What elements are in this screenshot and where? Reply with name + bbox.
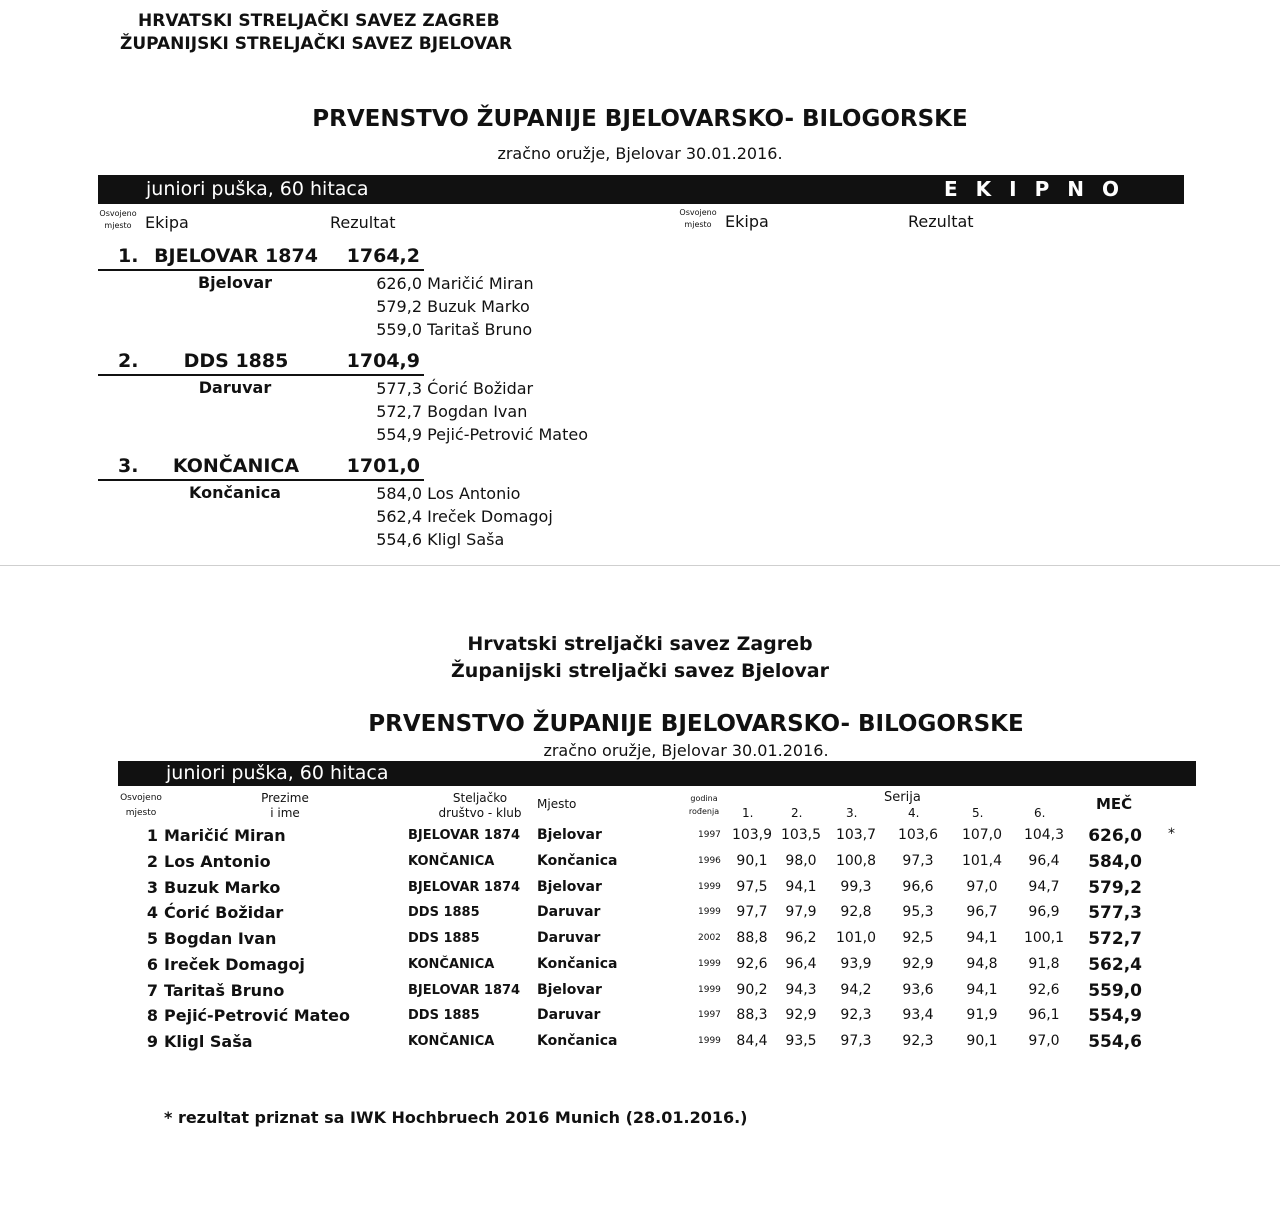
team-place: 2. bbox=[118, 350, 139, 372]
row-city: Bjelovar bbox=[537, 879, 602, 895]
row-city: Bjelovar bbox=[537, 982, 602, 998]
row-series-value: 94,1 bbox=[966, 930, 998, 946]
row-city: Bjelovar bbox=[537, 827, 602, 843]
hd-year-bottom: rođenja bbox=[688, 807, 720, 816]
row-mec: 554,6 bbox=[1088, 1032, 1142, 1052]
row-year: 1999 bbox=[698, 959, 721, 969]
team-section-bar-right-label: EKIPNO bbox=[944, 177, 1137, 201]
row-series-value: 88,3 bbox=[736, 1007, 768, 1023]
hd-series-col: 4. bbox=[908, 806, 920, 820]
member-name: Ireček Domagoj bbox=[427, 507, 553, 526]
row-series-value: 96,9 bbox=[1028, 904, 1060, 920]
hd-club bbox=[425, 791, 535, 821]
row-mec: 572,7 bbox=[1088, 929, 1142, 949]
hd-club-top: Steljačko bbox=[452, 791, 508, 805]
row-club: DDS 1885 bbox=[408, 931, 480, 946]
hd-place-bottom: mjesto bbox=[125, 808, 157, 818]
member-name: Kligl Saša bbox=[427, 530, 505, 549]
row-city: Končanica bbox=[537, 956, 618, 972]
row-year: 1999 bbox=[698, 907, 721, 917]
table-row bbox=[0, 903, 1280, 927]
individual-section-bar-label: juniori puška, 60 hitaca bbox=[166, 762, 389, 784]
row-series-value: 93,6 bbox=[902, 982, 934, 998]
team-member bbox=[330, 425, 588, 444]
team-place: 3. bbox=[118, 455, 139, 477]
row-mec: 559,0 bbox=[1088, 981, 1142, 1001]
table-row bbox=[0, 1006, 1280, 1030]
org-line-1: HRVATSKI STRELJAČKI SAVEZ ZAGREB bbox=[138, 11, 500, 31]
individual-subtitle: zračno oružje, Bjelovar 30.01.2016. bbox=[543, 741, 829, 760]
row-series-value: 92,6 bbox=[1028, 982, 1060, 998]
row-series-value: 100,1 bbox=[1023, 930, 1065, 946]
row-series-value: 96,1 bbox=[1028, 1007, 1060, 1023]
org-line-2: ŽUPANIJSKI STRELJAČKI SAVEZ BJELOVAR bbox=[120, 34, 513, 54]
row-series-value: 92,9 bbox=[785, 1007, 817, 1023]
row-place: 4 bbox=[146, 903, 158, 922]
row-star: * bbox=[1168, 826, 1175, 842]
team-name: BJELOVAR 1874 bbox=[154, 245, 318, 267]
col-place-header-bottom: mjesto bbox=[104, 221, 132, 230]
row-place: 2 bbox=[146, 852, 158, 871]
row-series-value: 96,2 bbox=[785, 930, 817, 946]
row-place: 5 bbox=[146, 929, 158, 948]
row-year: 1997 bbox=[698, 830, 721, 840]
row-mec: 626,0 bbox=[1088, 826, 1142, 846]
member-name: Buzuk Marko bbox=[427, 297, 530, 316]
row-series-value: 92,3 bbox=[840, 1007, 872, 1023]
row-club: KONČANICA bbox=[408, 957, 495, 972]
row-club: KONČANICA bbox=[408, 854, 495, 869]
hd-year-top: godina bbox=[690, 794, 718, 803]
individual-org-line-2: Županijski streljački savez Bjelovar bbox=[451, 660, 829, 682]
row-series-value: 92,3 bbox=[902, 1033, 934, 1049]
hd-name-top: Prezime bbox=[261, 791, 309, 805]
table-row bbox=[0, 981, 1280, 1005]
team-member bbox=[330, 484, 520, 503]
team-place: 1. bbox=[118, 245, 139, 267]
individual-section-bar bbox=[118, 761, 1196, 786]
row-year: 2002 bbox=[698, 933, 721, 943]
team-member bbox=[330, 402, 527, 421]
row-name: Pejić-Petrović Mateo bbox=[164, 1006, 350, 1025]
row-series-value: 101,0 bbox=[835, 930, 877, 946]
row-series-value: 84,4 bbox=[736, 1033, 768, 1049]
row-name: Taritaš Bruno bbox=[164, 981, 285, 1000]
team-member bbox=[330, 274, 534, 293]
page-divider bbox=[0, 565, 1280, 566]
row-year: 1997 bbox=[698, 1010, 721, 1020]
member-name: Maričić Miran bbox=[427, 274, 534, 293]
member-name: Los Antonio bbox=[427, 484, 521, 503]
row-series-value: 92,8 bbox=[840, 904, 872, 920]
col-result-header: Rezultat bbox=[330, 213, 396, 232]
team-member bbox=[330, 379, 533, 398]
row-series-value: 97,9 bbox=[785, 904, 817, 920]
row-series-value: 97,5 bbox=[736, 879, 768, 895]
member-score: 584,0 bbox=[376, 484, 422, 503]
row-place: 1 bbox=[146, 826, 158, 845]
member-name: Bogdan Ivan bbox=[427, 402, 528, 421]
row-series-value: 98,0 bbox=[785, 853, 817, 869]
col-result-header-right: Rezultat bbox=[908, 212, 974, 231]
member-score: 626,0 bbox=[376, 274, 422, 293]
row-series-value: 104,3 bbox=[1023, 827, 1065, 843]
hd-place bbox=[116, 791, 166, 821]
row-club: KONČANICA bbox=[408, 1034, 495, 1049]
row-city: Daruvar bbox=[537, 904, 601, 920]
row-series-value: 92,5 bbox=[902, 930, 934, 946]
row-series-value: 92,9 bbox=[902, 956, 934, 972]
row-series-value: 100,8 bbox=[835, 853, 877, 869]
row-series-value: 92,6 bbox=[736, 956, 768, 972]
row-mec: 562,4 bbox=[1088, 955, 1142, 975]
team-member bbox=[330, 320, 532, 339]
team-city: Bjelovar bbox=[197, 273, 273, 292]
hd-place-top: Osvojeno bbox=[120, 793, 162, 803]
table-row bbox=[0, 878, 1280, 902]
page-title: PRVENSTVO ŽUPANIJE BJELOVARSKO- BILOGORSKE bbox=[312, 106, 968, 132]
row-series-value: 96,4 bbox=[785, 956, 817, 972]
col-place-header-right bbox=[676, 207, 720, 231]
hd-club-bottom: društvo - klub bbox=[438, 806, 522, 820]
team-row bbox=[98, 245, 424, 271]
col-team-header: Ekipa bbox=[145, 213, 189, 232]
table-row bbox=[0, 955, 1280, 979]
col-place-header-top: Osvojeno bbox=[99, 209, 137, 218]
page-subtitle: zračno oružje, Bjelovar 30.01.2016. bbox=[497, 144, 783, 163]
hd-series-col: 6. bbox=[1034, 806, 1046, 820]
row-city: Končanica bbox=[537, 853, 618, 869]
individual-title: PRVENSTVO ŽUPANIJE BJELOVARSKO- BILOGORSKE bbox=[368, 711, 1024, 737]
col-team-header-right: Ekipa bbox=[725, 212, 769, 231]
row-series-value: 103,6 bbox=[897, 827, 939, 843]
hd-series-col: 1. bbox=[742, 806, 754, 820]
row-series-value: 103,5 bbox=[780, 827, 822, 843]
row-name: Los Antonio bbox=[164, 852, 271, 871]
row-series-value: 107,0 bbox=[961, 827, 1003, 843]
row-series-value: 94,8 bbox=[966, 956, 998, 972]
team-member bbox=[330, 297, 530, 316]
row-series-value: 103,7 bbox=[835, 827, 877, 843]
row-name: Ireček Domagoj bbox=[164, 955, 305, 974]
member-score: 579,2 bbox=[376, 297, 422, 316]
team-name: KONČANICA bbox=[172, 455, 300, 477]
row-club: BJELOVAR 1874 bbox=[408, 880, 521, 895]
member-score: 577,3 bbox=[376, 379, 422, 398]
row-series-value: 94,3 bbox=[785, 982, 817, 998]
row-club: DDS 1885 bbox=[408, 905, 480, 920]
row-mec: 584,0 bbox=[1088, 852, 1142, 872]
col-place-header-right-top: Osvojeno bbox=[679, 208, 717, 217]
row-series-value: 103,9 bbox=[731, 827, 773, 843]
hd-mec: MEČ bbox=[1096, 795, 1133, 813]
row-city: Končanica bbox=[537, 1033, 618, 1049]
col-place-header-right-bottom: mjesto bbox=[684, 220, 712, 229]
hd-series-col: 2. bbox=[791, 806, 803, 820]
row-year: 1996 bbox=[698, 856, 721, 866]
row-series-value: 93,5 bbox=[785, 1033, 817, 1049]
member-score: 572,7 bbox=[376, 402, 422, 421]
row-mec: 579,2 bbox=[1088, 878, 1142, 898]
row-year: 1999 bbox=[698, 882, 721, 892]
row-city: Daruvar bbox=[537, 1007, 601, 1023]
member-score: 554,9 bbox=[376, 425, 422, 444]
hd-year bbox=[684, 792, 724, 818]
team-city: Daruvar bbox=[198, 378, 272, 397]
row-series-value: 96,6 bbox=[902, 879, 934, 895]
row-series-value: 93,9 bbox=[840, 956, 872, 972]
row-series-value: 91,8 bbox=[1028, 956, 1060, 972]
row-club: BJELOVAR 1874 bbox=[408, 983, 521, 998]
row-name: Maričić Miran bbox=[164, 826, 286, 845]
row-series-value: 90,2 bbox=[736, 982, 768, 998]
row-series-value: 97,3 bbox=[902, 853, 934, 869]
row-place: 9 bbox=[146, 1032, 158, 1051]
row-series-value: 94,2 bbox=[840, 982, 872, 998]
table-row bbox=[0, 852, 1280, 876]
team-row bbox=[98, 350, 424, 376]
team-score: 1701,0 bbox=[346, 455, 420, 477]
row-series-value: 97,7 bbox=[736, 904, 768, 920]
row-series-value: 97,3 bbox=[840, 1033, 872, 1049]
member-score: 559,0 bbox=[376, 320, 422, 339]
row-series-value: 91,9 bbox=[966, 1007, 998, 1023]
row-series-value: 93,4 bbox=[902, 1007, 934, 1023]
row-series-value: 97,0 bbox=[966, 879, 998, 895]
member-score: 562,4 bbox=[376, 507, 422, 526]
row-series-value: 94,7 bbox=[1028, 879, 1060, 895]
row-series-value: 99,3 bbox=[840, 879, 872, 895]
col-place-header bbox=[98, 208, 138, 232]
row-name: Bogdan Ivan bbox=[164, 929, 277, 948]
member-name: Pejić-Petrović Mateo bbox=[427, 425, 588, 444]
row-series-value: 96,4 bbox=[1028, 853, 1060, 869]
team-score: 1704,9 bbox=[346, 350, 420, 372]
row-name: Buzuk Marko bbox=[164, 878, 281, 897]
row-series-value: 88,8 bbox=[736, 930, 768, 946]
row-series-value: 95,3 bbox=[902, 904, 934, 920]
row-series-value: 94,1 bbox=[785, 879, 817, 895]
row-year: 1999 bbox=[698, 985, 721, 995]
team-member bbox=[330, 507, 553, 526]
row-place: 3 bbox=[146, 878, 158, 897]
table-row bbox=[0, 929, 1280, 953]
member-score: 554,6 bbox=[376, 530, 422, 549]
row-series-value: 94,1 bbox=[966, 982, 998, 998]
team-city: Končanica bbox=[189, 483, 281, 502]
row-city: Daruvar bbox=[537, 930, 601, 946]
row-name: Ćorić Božidar bbox=[164, 903, 284, 922]
hd-series-col: 5. bbox=[972, 806, 984, 820]
row-place: 8 bbox=[146, 1006, 158, 1025]
row-mec: 577,3 bbox=[1088, 903, 1142, 923]
row-series-value: 101,4 bbox=[961, 853, 1003, 869]
hd-city: Mjesto bbox=[537, 797, 577, 811]
row-series-value: 96,7 bbox=[966, 904, 998, 920]
row-place: 6 bbox=[146, 955, 158, 974]
hd-series: Serija bbox=[884, 790, 921, 805]
table-row bbox=[0, 826, 1280, 850]
hd-series-col: 3. bbox=[846, 806, 858, 820]
row-place: 7 bbox=[146, 981, 158, 1000]
row-year: 1999 bbox=[698, 1036, 721, 1046]
row-mec: 554,9 bbox=[1088, 1006, 1142, 1026]
team-section-bar-label: juniori puška, 60 hitaca bbox=[146, 178, 369, 200]
member-name: Taritaš Bruno bbox=[427, 320, 533, 339]
member-name: Ćorić Božidar bbox=[427, 379, 534, 398]
hd-name-bottom: i ime bbox=[270, 806, 300, 820]
team-section-bar bbox=[98, 175, 1184, 204]
individual-org-line-1: Hrvatski streljački savez Zagreb bbox=[467, 633, 813, 655]
team-name: DDS 1885 bbox=[183, 350, 289, 372]
row-series-value: 90,1 bbox=[736, 853, 768, 869]
team-member bbox=[330, 530, 504, 549]
row-series-value: 97,0 bbox=[1028, 1033, 1060, 1049]
table-row bbox=[0, 1032, 1280, 1056]
hd-name bbox=[240, 791, 330, 821]
footnote: * rezultat priznat sa IWK Hochbruech 2016 Munich (28.01.2016.) bbox=[164, 1108, 748, 1127]
team-row bbox=[98, 455, 424, 481]
row-series-value: 90,1 bbox=[966, 1033, 998, 1049]
team-score: 1764,2 bbox=[346, 245, 420, 267]
row-club: BJELOVAR 1874 bbox=[408, 828, 521, 843]
row-name: Kligl Saša bbox=[164, 1032, 253, 1051]
row-club: DDS 1885 bbox=[408, 1008, 480, 1023]
